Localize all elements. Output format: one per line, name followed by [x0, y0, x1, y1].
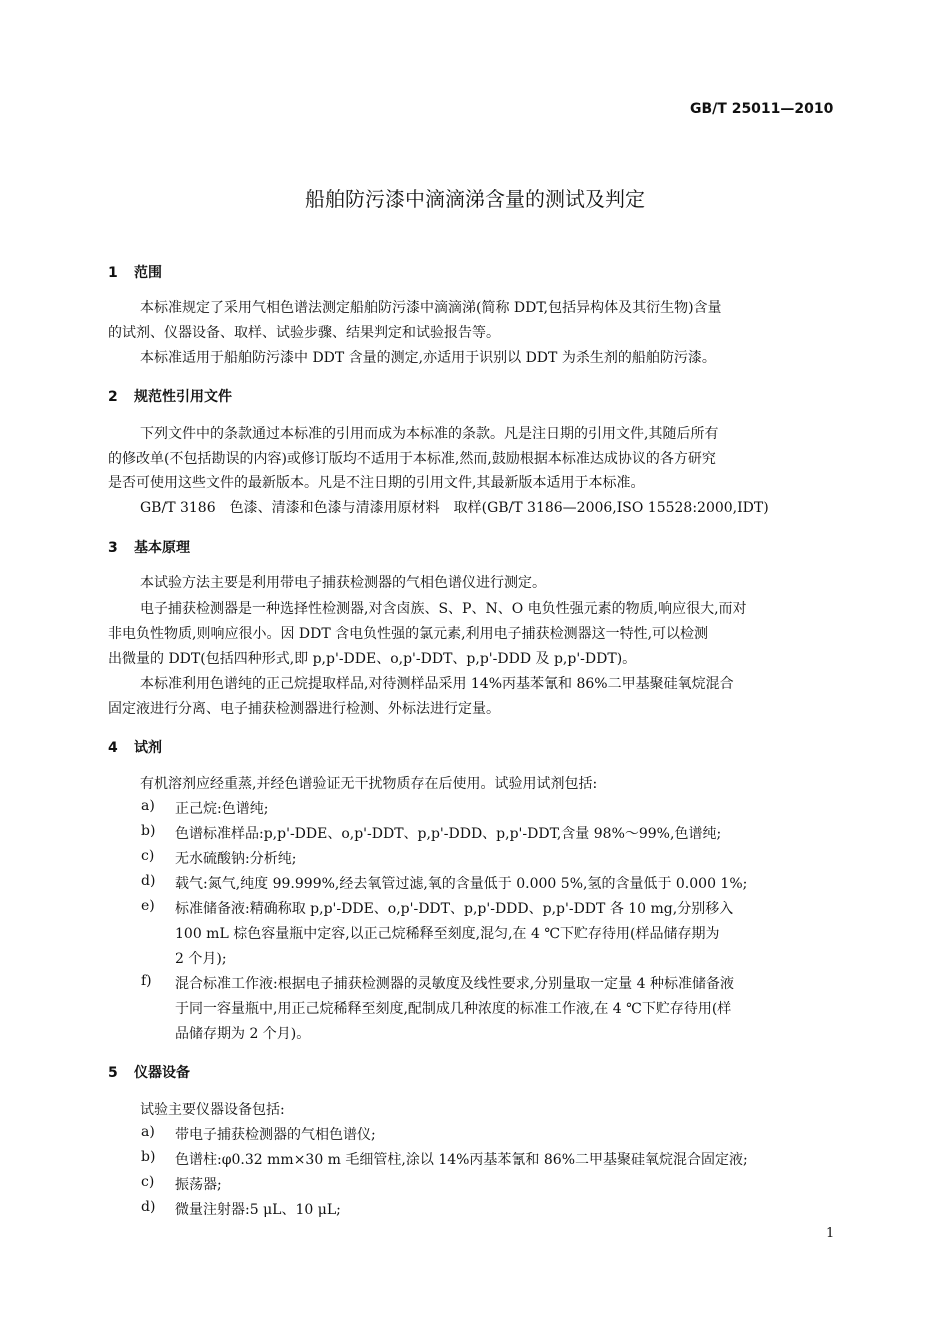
- section-number: 3: [108, 540, 118, 556]
- list-item-continuation: 2 个月);: [175, 951, 227, 967]
- list-item: 振荡器;: [175, 1177, 222, 1193]
- section-number: 5: [108, 1065, 118, 1081]
- list-item: 标准储备液:精确称取 p,p'-DDE、o,p'-DDT、p,p'-DDD、p,p'-DDT 各 10 mg,分别移入: [175, 901, 734, 917]
- list-item-label: f): [141, 973, 152, 989]
- paragraph-line: 本标准适用于船舶防污漆中 DDT 含量的测定,亦适用于识别以 DDT 为杀生剂的船舶防污漆。: [140, 350, 716, 366]
- list-item-label: e): [141, 898, 155, 914]
- list-item: 色谱柱:φ0.32 mm×30 m 毛细管柱,涂以 14%丙基苯氰和 86%二甲基聚硅氧烷混合固定液;: [175, 1152, 748, 1168]
- section-number: 2: [108, 389, 118, 405]
- list-item: 带电子捕获检测器的气相色谱仪;: [175, 1127, 376, 1143]
- paragraph-line: 本标准利用色谱纯的正己烷提取样品,对待测样品采用 14%丙基苯氰和 86%二甲基聚硅氧烷混合: [140, 676, 734, 692]
- paragraph-line: 有机溶剂应经重蒸,并经色谱验证无干扰物质存在后使用。试验用试剂包括:: [140, 776, 598, 792]
- list-item-label: d): [141, 1199, 156, 1215]
- section-number: 1: [108, 265, 118, 281]
- section-3-heading: [108, 537, 190, 557]
- list-item-label: c): [141, 1174, 155, 1190]
- paragraph-line: 出微量的 DDT(包括四种形式,即 p,p'-DDE、o,p'-DDT、p,p'-DDD 及 p,p'-DDT)。: [108, 651, 637, 667]
- standard-number: GB/T 25011—2010: [690, 101, 834, 117]
- list-item: 无水硫酸钠:分析纯;: [175, 851, 297, 867]
- paragraph-line: 的修改单(不包括勘误的内容)或修订版均不适用于本标准,然而,鼓励根据本标准达成协议的各方研究: [108, 451, 716, 467]
- section-title: 仪器设备: [134, 1065, 190, 1081]
- section-2-heading: [108, 386, 232, 406]
- paragraph-line: 试验主要仪器设备包括:: [140, 1102, 285, 1118]
- reference-entry: GB/T 3186 色漆、清漆和色漆与清漆用原材料 取样(GB/T 3186—2006,ISO 15528:2000,IDT): [140, 500, 769, 516]
- list-item-label: c): [141, 848, 155, 864]
- section-title: 规范性引用文件: [134, 389, 232, 405]
- list-item-continuation: 于同一容量瓶中,用正己烷稀释至刻度,配制成几种浓度的标准工作液,在 4 ℃下贮存待用(样: [175, 1001, 732, 1017]
- list-item: 微量注射器:5 μL、10 μL;: [175, 1202, 341, 1218]
- section-5-heading: [108, 1062, 190, 1082]
- list-item-label: b): [141, 1149, 156, 1165]
- paragraph-line: 本标准规定了采用气相色谱法测定船舶防污漆中滴滴涕(简称 DDT,包括异构体及其衍生物)含量: [140, 300, 722, 316]
- section-number: 4: [108, 740, 118, 756]
- list-item: 载气:氮气,纯度 99.999%,经去氧管过滤,氧的含量低于 0.000 5%,氢的含量低于 0.000 1%;: [175, 876, 748, 892]
- paragraph-line: 本试验方法主要是利用带电子捕获检测器的气相色谱仪进行测定。: [140, 575, 546, 591]
- section-4-heading: [108, 737, 162, 757]
- section-title: 基本原理: [134, 540, 190, 556]
- section-title: 范围: [134, 265, 162, 281]
- paragraph-line: 下列文件中的条款通过本标准的引用而成为本标准的条款。凡是注日期的引用文件,其随后所有: [140, 426, 719, 442]
- paragraph-line: 固定液进行分离、电子捕获检测器进行检测、外标法进行定量。: [108, 701, 500, 717]
- section-1-heading: [108, 262, 162, 282]
- list-item-label: b): [141, 823, 156, 839]
- paragraph-line: 的试剂、仪器设备、取样、试验步骤、结果判定和试验报告等。: [108, 325, 500, 341]
- list-item-label: d): [141, 873, 156, 889]
- paragraph-line: 电子捕获检测器是一种选择性检测器,对含卤族、S、P、N、O 电负性强元素的物质,响应很大,而对: [140, 601, 747, 617]
- paragraph-line: 是否可使用这些文件的最新版本。凡是不注日期的引用文件,其最新版本适用于本标准。: [108, 475, 645, 491]
- list-item-continuation: 100 mL 棕色容量瓶中定容,以正己烷稀释至刻度,混匀,在 4 ℃下贮存待用(样品储存期为: [175, 926, 720, 942]
- document-title: 船舶防污漆中滴滴涕含量的测试及判定: [305, 187, 645, 211]
- paragraph-line: 非电负性物质,则响应很小。因 DDT 含电负性强的氯元素,利用电子捕获检测器这一特性,可以检测: [108, 626, 709, 642]
- section-title: 试剂: [134, 740, 162, 756]
- list-item: 混合标准工作液:根据电子捕获检测器的灵敏度及线性要求,分别量取一定量 4 种标准储备液: [175, 976, 734, 992]
- list-item: 正己烷:色谱纯;: [175, 801, 269, 817]
- list-item: 色谱标准样品:p,p'-DDE、o,p'-DDT、p,p'-DDD、p,p'-DDT,含量 98%～99%,色谱纯;: [175, 826, 722, 842]
- list-item-continuation: 品储存期为 2 个月)。: [175, 1026, 311, 1042]
- list-item-label: a): [141, 1124, 155, 1140]
- list-item-label: a): [141, 798, 155, 814]
- page-number: 1: [826, 1226, 835, 1241]
